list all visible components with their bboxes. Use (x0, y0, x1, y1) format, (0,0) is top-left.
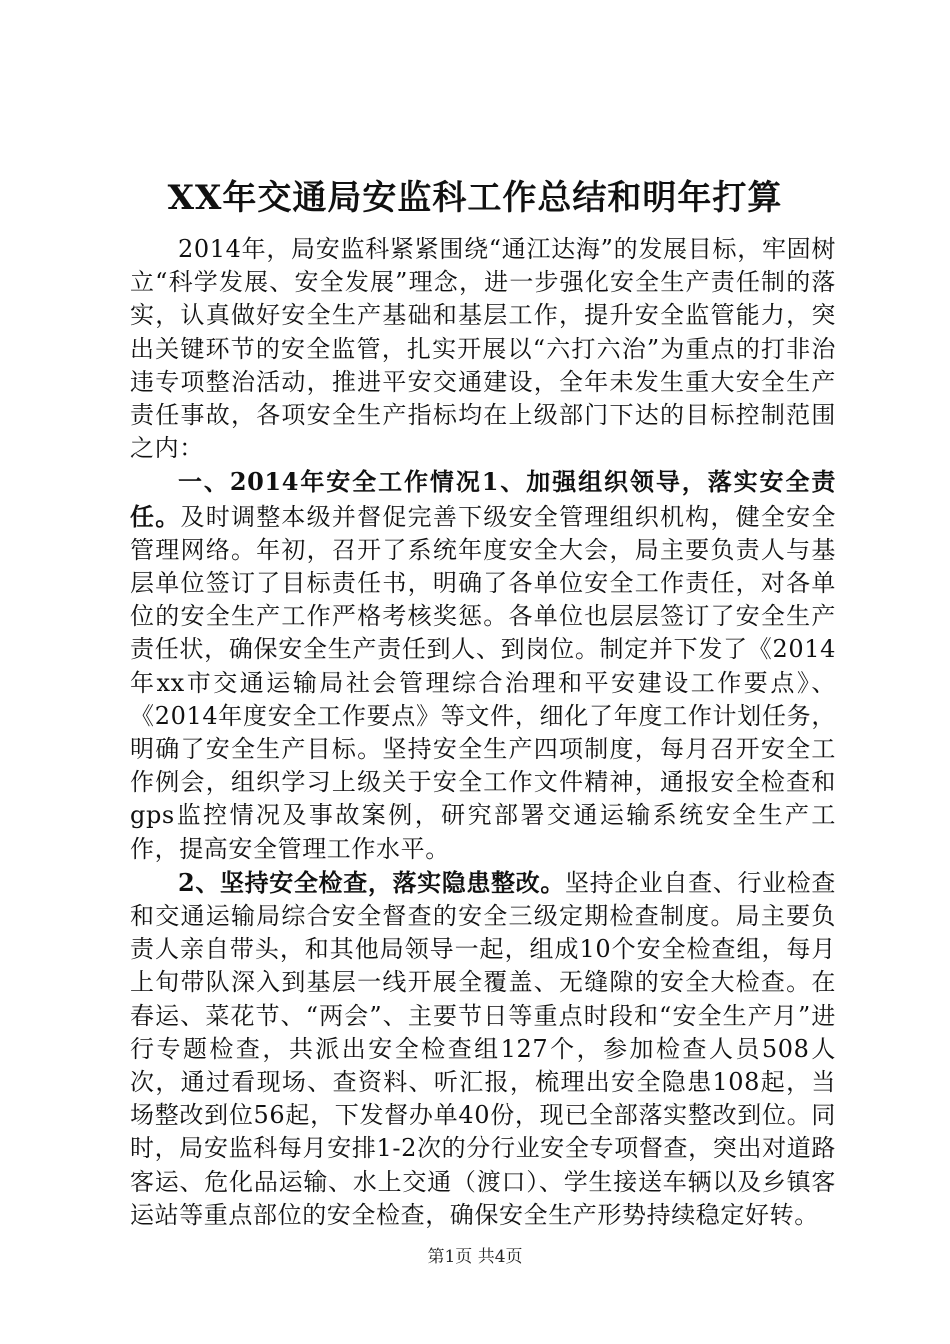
paragraph-heading: 2、坚持安全检查，落实隐患整改。 (178, 867, 565, 897)
page-footer: 第1页 共4页 (427, 1247, 523, 1267)
paragraph-text: 坚持企业自查、行业检查和交通运输局综合安全督查的安全三级定期检查制度。局主要负责人亲自带头，和其他局领导一起，组成10个安全检查组，每月上旬带队深入到基层一线开展全覆盖、无缝隙的安全大检查。在春运、菜花节、“两会”、主要节日等重点时段和“安全生产月”进行专题检查，共派出安全检查组127个，参加检查人员508人次，通过看现场、查资料、听汇报，梳理出安全隐患108起，当场整改到位56起，下发督办单40份，现已全部落实整改到位。同时，局安监科每月安排1-2次的分行业安全专项督查，突出对道路客运、危化品运输、水上交通（渡口）、学生接送车辆以及乡镇客运站等重点部位的安全检查，确保安全生产形势持续稳定好转。 (130, 868, 836, 1229)
paragraph-heading: 一、2014年安全工作情况1、加强组织领导，落实安全责任。 (130, 467, 836, 531)
document-body (130, 232, 836, 1232)
paragraph-text: 及时调整本级并督促完善下级安全管理组织机构，健全安全管理网络。年初，召开了系统年度安全大会，局主要负责人与基层单位签订了目标责任书，明确了各单位安全工作责任，对各单位的安全生产工作严格考核奖惩。各单位也层层签订了安全生产责任状，确保安全生产责任到人、到岗位。制定并下发了《2014年xx市交通运输局社会管理综合治理和平安建设工作要点》、《2014年度安全工作要点》等文件，细化了年度工作计划任务，明确了安全生产目标。坚持安全生产四项制度，每月召开安全工作例会，组织学习上级关于安全工作文件精神，通报安全检查和gps监控情况及事故案例，研究部署交通运输系统安全生产工作，提高安全管理工作水平。 (130, 502, 836, 863)
paragraph-section-2 (130, 866, 836, 1232)
paragraph-section-1 (130, 465, 836, 865)
document-title: XX年交通局安监科工作总结和明年打算 (167, 178, 783, 218)
paragraph-text: 2014年，局安监科紧紧围绕“通江达海”的发展目标，牢固树立“科学发展、安全发展”理念，进一步强化安全生产责任制的落实，认真做好安全生产基础和基层工作，提升安全监管能力，突出关键环节的安全监管，扎实开展以“六打六治”为重点的打非治违专项整治活动，推进平安交通建设，全年未发生重大安全生产责任事故，各项安全生产指标均在上级部门下达的目标控制范围之内： (130, 235, 836, 463)
paragraph-intro (130, 232, 836, 465)
